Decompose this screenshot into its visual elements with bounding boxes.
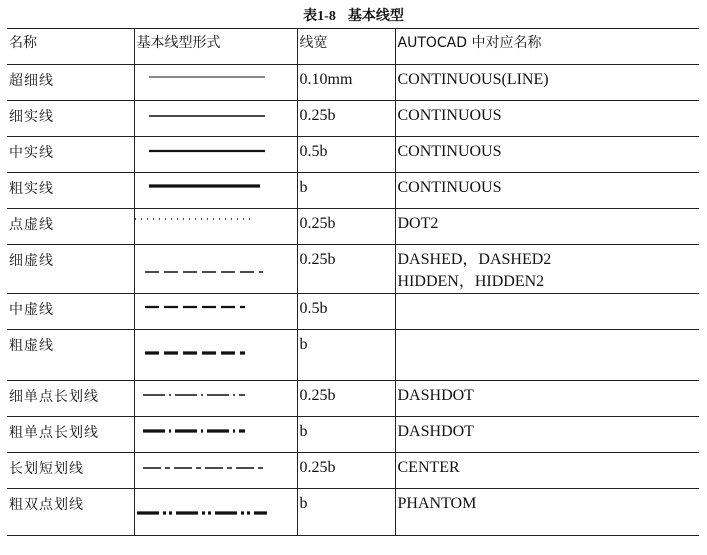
autocad-name bbox=[395, 489, 699, 536]
table-header-row bbox=[7, 29, 699, 65]
autocad-name-line: DASHDOT bbox=[397, 387, 474, 404]
caption-title: 基本线型 bbox=[347, 8, 404, 24]
table-row bbox=[7, 294, 699, 330]
autocad-name-line: CONTINUOUS bbox=[397, 107, 502, 124]
table-row bbox=[7, 417, 699, 453]
autocad-name-line: DASHED，DASHED2 bbox=[397, 251, 552, 268]
line-sample-cell bbox=[134, 173, 297, 209]
line-width: b bbox=[297, 489, 395, 536]
line-sample-cell bbox=[134, 453, 297, 489]
line-name: 超细线 bbox=[7, 65, 134, 101]
line-sample-cell bbox=[134, 209, 297, 245]
autocad-name bbox=[395, 245, 699, 294]
line-name: 中实线 bbox=[7, 137, 134, 173]
autocad-name bbox=[395, 294, 699, 330]
line-name: 细虚线 bbox=[7, 245, 134, 294]
caption-number: 表1-8 bbox=[303, 9, 336, 24]
line-name: 长划短划线 bbox=[7, 453, 134, 489]
autocad-name-line: CONTINUOUS(LINE) bbox=[397, 71, 549, 88]
line-name: 点虚线 bbox=[7, 209, 134, 245]
autocad-name bbox=[395, 330, 699, 381]
line-width: b bbox=[297, 330, 395, 381]
line-type-table bbox=[7, 28, 699, 536]
autocad-name bbox=[395, 173, 699, 209]
line-width: 0.25b bbox=[297, 381, 395, 417]
autocad-name-line: CONTINUOUS bbox=[397, 143, 502, 160]
autocad-name-line: CONTINUOUS bbox=[397, 179, 502, 196]
table-row bbox=[7, 209, 699, 245]
autocad-name bbox=[395, 453, 699, 489]
autocad-name bbox=[395, 417, 699, 453]
table-row bbox=[7, 65, 699, 101]
line-width: 0.25b bbox=[297, 209, 395, 245]
line-sample bbox=[135, 417, 297, 453]
table-row bbox=[7, 489, 699, 536]
line-sample-cell bbox=[134, 65, 297, 101]
line-width: 0.5b bbox=[297, 294, 395, 330]
line-name: 粗实线 bbox=[7, 173, 134, 209]
table-row bbox=[7, 173, 699, 209]
line-sample-cell bbox=[134, 137, 297, 173]
autocad-name-line: DASHDOT bbox=[397, 423, 474, 440]
table-row bbox=[7, 453, 699, 489]
header-autocad: AUTOCAD 中对应名称 bbox=[395, 29, 699, 65]
header-sample: 基本线型形式 bbox=[134, 29, 297, 65]
line-sample bbox=[135, 294, 297, 330]
table-caption bbox=[0, 5, 707, 25]
autocad-name bbox=[395, 101, 699, 137]
line-width: b bbox=[297, 417, 395, 453]
line-sample-cell bbox=[134, 489, 297, 536]
line-sample-cell bbox=[134, 330, 297, 381]
table-row bbox=[7, 330, 699, 381]
table-row bbox=[7, 381, 699, 417]
line-name: 细实线 bbox=[7, 101, 134, 137]
header-name: 名称 bbox=[7, 29, 134, 65]
line-sample bbox=[135, 137, 297, 173]
line-sample bbox=[135, 489, 297, 536]
line-width: 0.25b bbox=[297, 101, 395, 137]
line-width: b bbox=[297, 173, 395, 209]
table-row bbox=[7, 137, 699, 173]
line-width: 0.10mm bbox=[297, 65, 395, 101]
autocad-name-line: CENTER bbox=[397, 459, 460, 476]
line-width: 0.25b bbox=[297, 453, 395, 489]
autocad-name bbox=[395, 381, 699, 417]
line-sample-cell bbox=[134, 294, 297, 330]
line-name: 粗双点划线 bbox=[7, 489, 134, 536]
line-sample-cell bbox=[134, 101, 297, 137]
line-sample bbox=[135, 173, 297, 209]
line-name: 细单点长划线 bbox=[7, 381, 134, 417]
header-width: 线宽 bbox=[297, 29, 395, 65]
autocad-name bbox=[395, 137, 699, 173]
line-sample bbox=[135, 330, 297, 381]
line-sample bbox=[135, 381, 297, 417]
line-width: 0.5b bbox=[297, 137, 395, 173]
autocad-name bbox=[395, 209, 699, 245]
line-width: 0.25b bbox=[297, 245, 395, 294]
line-sample-cell bbox=[134, 245, 297, 294]
line-name: 中虚线 bbox=[7, 294, 134, 330]
autocad-name-line: PHANTOM bbox=[397, 495, 477, 512]
autocad-name bbox=[395, 65, 699, 101]
line-sample-cell bbox=[134, 417, 297, 453]
line-sample-cell bbox=[134, 381, 297, 417]
line-sample bbox=[135, 65, 297, 101]
autocad-name-line: DOT2 bbox=[397, 215, 439, 232]
line-name: 粗单点长划线 bbox=[7, 417, 134, 453]
line-sample bbox=[135, 101, 297, 137]
line-name: 粗虚线 bbox=[7, 330, 134, 381]
table-row bbox=[7, 101, 699, 137]
line-sample bbox=[135, 209, 297, 245]
table-row bbox=[7, 245, 699, 294]
line-sample bbox=[135, 245, 297, 292]
line-sample bbox=[135, 453, 297, 489]
autocad-name-line: HIDDEN，HIDDEN2 bbox=[397, 273, 545, 290]
